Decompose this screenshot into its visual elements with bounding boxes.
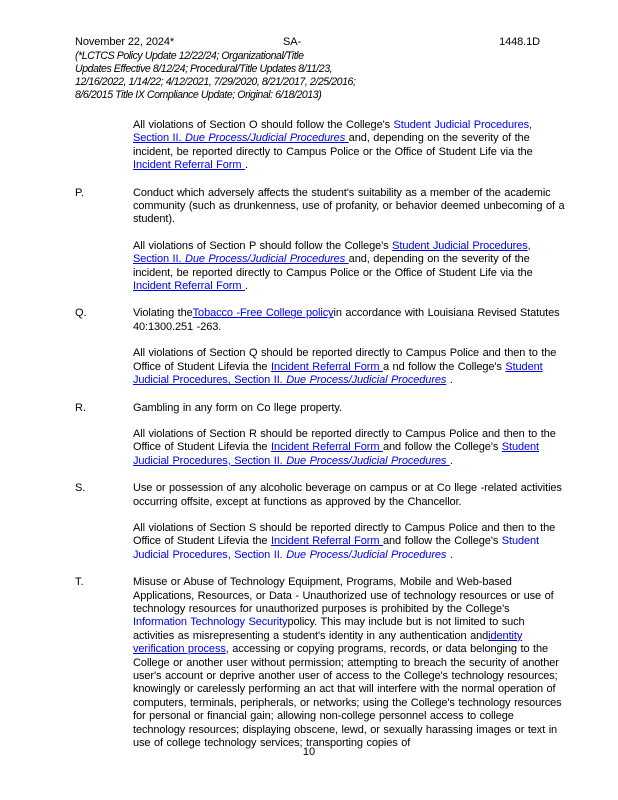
hyperlink[interactable]: Incident Referral Form — [271, 360, 383, 373]
paragraph — [133, 307, 566, 334]
text-run: in accordance with Louisiana Revised Statutes 40:1300.251 -263. — [133, 307, 560, 333]
hyperlink[interactable]: Due Process/Judicial Procedures — [184, 253, 349, 266]
section-content — [133, 402, 566, 469]
document-header — [75, 36, 565, 50]
section-content — [133, 307, 566, 387]
hyperlink[interactable]: Section II. — [133, 132, 185, 145]
section-letter — [75, 119, 133, 173]
text-run: All violations of Section R should be reported directly to Campus Police and then to the Office of Student Lifevia the — [133, 427, 556, 454]
hyperlink[interactable]: Information Technology Security — [133, 616, 288, 629]
policy-section — [75, 482, 565, 562]
section-content — [133, 119, 566, 173]
text-run: and, depending on the severity of the incident, be reported directly to Campus Police or the Office of Student Life via the — [133, 253, 533, 279]
paragraph — [133, 402, 566, 415]
section-letter: R. — [75, 401, 86, 414]
revision-line: (*LCTCS Policy Update 12/22/24; Organizational/Title — [75, 50, 304, 62]
hyperlink[interactable]: Due Process/Judicial Procedures — [286, 374, 447, 387]
section-content — [133, 187, 566, 294]
hyperlink[interactable]: Tobacco -Free College policy — [192, 307, 334, 320]
paragraph — [133, 119, 566, 173]
paragraph — [133, 428, 566, 468]
policy-section — [75, 187, 565, 294]
section-letter: S. — [75, 482, 86, 495]
page-number: 10 — [302, 746, 316, 758]
hyperlink[interactable]: Due Process/Judicial Procedures — [286, 548, 447, 561]
hyperlink[interactable]: Incident Referral Form — [133, 280, 245, 293]
policy-section — [75, 402, 565, 469]
text-run: . — [446, 548, 453, 561]
text-run: . — [449, 454, 453, 467]
section-letter: Q. — [75, 307, 87, 320]
text-run: All violations of Section O should follow the College's — [133, 119, 394, 131]
text-run: and, depending on the severity of the incident, be reported directly to Campus Police or the Office of Student Life via the — [133, 132, 533, 158]
section-content — [133, 576, 566, 750]
hyperlink[interactable]: Due Process/Judicial Procedures — [286, 454, 450, 467]
policy-section — [75, 576, 565, 750]
header-policy-code: SA- — [283, 36, 302, 48]
section-content — [133, 482, 566, 562]
hyperlink[interactable]: Student Judicial Procedures, Section II. — [133, 441, 540, 467]
text-run: , accessing or copying programs, records, or data belonging to the College or another user without permission; attempting to breach the security of another user's account or deprive another user of access to the College's technology resources; knowingly or carelessly performing an act that will interfere with the normal operation of computers, terminals, peripherals, or networks; using the College's technology resources for personal or financial gain; allowing non-college personnel access to college technology resources; displaying obscene, lewd, or sexually harassing images or text in use of college technology services; transporting copies of — [133, 643, 562, 750]
policy-body — [75, 119, 565, 750]
text-run: All violations of Section P should follow the College's — [133, 239, 393, 252]
text-run: policy. This may include but is not limited to such activities as misrepresenting a student's identity in any authentication and — [133, 616, 525, 642]
text-run: Use or possession of any alcoholic beverage on campus or at Co llege -related activities occurring offsite, except at functions as approved by the Chancellor. — [133, 482, 562, 508]
hyperlink[interactable]: Student Judicial Procedures, Section II. — [133, 535, 540, 561]
revision-history-note — [75, 50, 565, 102]
hyperlink[interactable]: Incident Referral Form — [133, 159, 245, 172]
text-run: Conduct which adversely affects the student's suitability as a member of the academic community (such as drunkenness, use of profanity, or behavior deemed unbecoming of a student). — [133, 186, 565, 226]
text-run: . — [244, 280, 248, 293]
text-run: Violating the — [133, 307, 193, 320]
policy-section — [75, 119, 565, 173]
paragraph — [133, 576, 566, 750]
paragraph — [133, 482, 566, 509]
hyperlink[interactable]: Due Process/Judicial Procedures — [184, 132, 349, 145]
policy-section — [75, 307, 565, 387]
revision-line: Updates Effective 8/12/24; Procedural/Title Updates 8/11/23, — [75, 63, 333, 75]
text-run: . — [244, 159, 248, 172]
paragraph — [133, 240, 566, 294]
hyperlink[interactable]: Student Judicial Procedures, Section II. — [133, 239, 531, 266]
header-policy-number: 1448.1D — [499, 36, 540, 48]
text-run: Gambling in any form on Co llege property. — [133, 401, 342, 414]
header-date: November 22, 2024* — [75, 36, 175, 48]
text-run: All violations of Section S should be reported directly to Campus Police and then to the Office of Student Lifevia the — [133, 521, 556, 548]
hyperlink[interactable]: Student Judicial Procedures, Section II. — [133, 360, 543, 387]
text-run: and follow the College's — [382, 441, 502, 454]
section-letter: P. — [75, 186, 84, 199]
text-run: Misuse or Abuse of Technology Equipment, Programs, Mobile and Web-based Applications, Resources, or Data - Unauthorized use of technology resources or use of technology resources for unauthorized purposes is prohibited by the College's — [133, 576, 554, 615]
hyperlink[interactable]: Incident Referral Form — [271, 535, 383, 548]
revision-line: 12/16/2022, 1/14/22; 4/12/2021, 7/29/2020, 8/21/2017, 2/25/2016; — [75, 76, 356, 88]
text-run: . — [446, 374, 453, 387]
hyperlink[interactable]: identity verification process — [133, 629, 523, 656]
text-run: All violations of Section Q should be reported directly to Campus Police and then to the Office of Student Lifevia the — [133, 347, 557, 373]
section-letter: T. — [75, 576, 84, 589]
hyperlink[interactable]: Student Judicial Procedures, — [393, 119, 532, 131]
paragraph — [133, 347, 566, 387]
text-run: a nd follow the College's — [382, 360, 506, 373]
hyperlink[interactable]: Incident Referral Form — [271, 441, 383, 454]
paragraph — [133, 187, 566, 227]
paragraph — [133, 522, 566, 562]
revision-line: 8/6/2015 Title IX Compliance Update; Original: 6/18/2013) — [75, 89, 322, 101]
text-run: and follow the College's — [382, 535, 502, 548]
